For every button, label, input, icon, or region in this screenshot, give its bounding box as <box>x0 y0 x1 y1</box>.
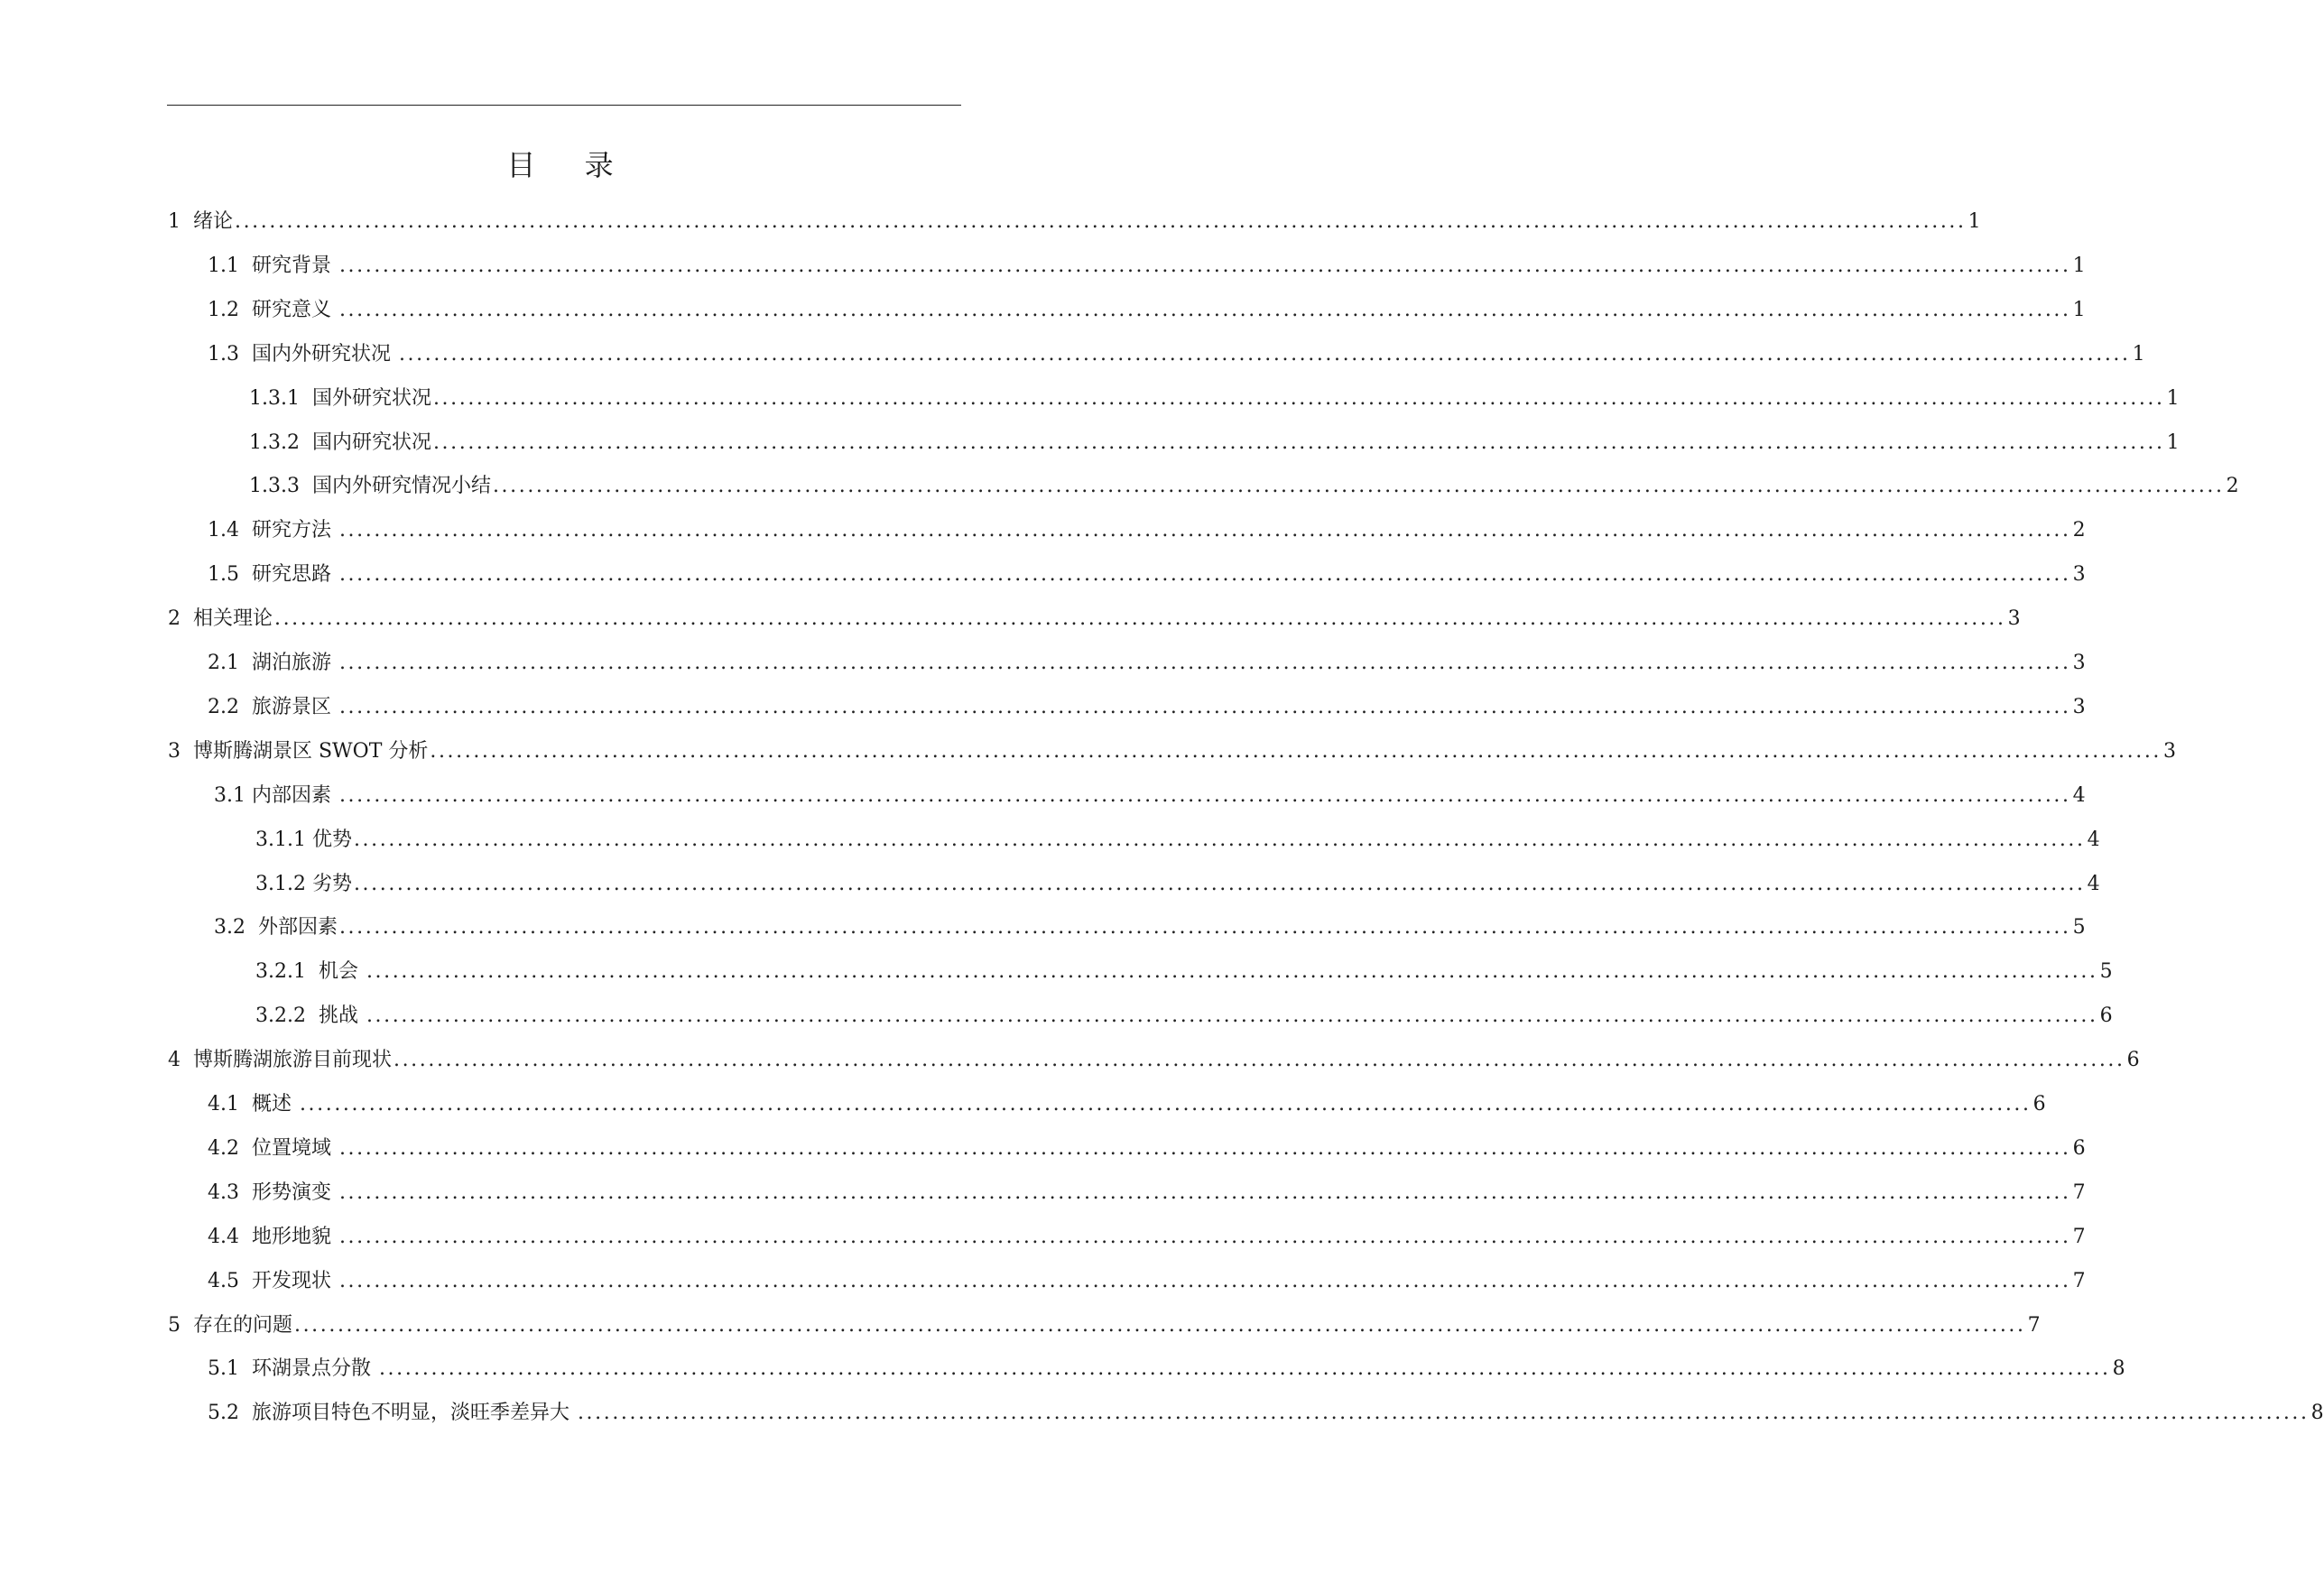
toc-entry-page: 7 <box>2072 1269 2086 1292</box>
toc-entry-title: 4.3 形势演变 <box>208 1180 338 1204</box>
toc-entry-page: 7 <box>2027 1313 2041 1337</box>
toc-entry[interactable] <box>208 1171 2086 1208</box>
toc-entry[interactable] <box>208 509 2086 545</box>
header-rule <box>167 105 961 106</box>
toc-dot-leader: ........................................................................................................................................................................................................ <box>398 342 2131 366</box>
toc-entry-title: 1 绪论 <box>168 210 233 233</box>
toc-entry-title: 5.1 环湖景点分散 <box>208 1357 377 1381</box>
toc-dot-leader: ........................................................................................................................................................................................................ <box>338 1136 2071 1160</box>
toc-entry[interactable] <box>208 774 2086 810</box>
toc-entry-title: 2.1 湖泊旅游 <box>208 652 338 674</box>
toc-entry-page: 7 <box>2072 1225 2086 1248</box>
toc-dot-leader: ........................................................................................................................................................................................................ <box>338 1225 2071 1248</box>
toc-dot-leader: ........................................................................................................................................................................................................ <box>393 1049 2125 1072</box>
toc-entry[interactable] <box>168 1039 2140 1075</box>
toc-dot-leader: ........................................................................................................................................................................................................ <box>338 652 2071 674</box>
toc-entry-page: 3 <box>2163 739 2177 763</box>
toc-entry-title: 1.5 研究思路 <box>208 563 338 587</box>
toc-dot-leader: ........................................................................................................................................................................................................ <box>338 783 2071 807</box>
toc-entry-page: 6 <box>2099 1004 2113 1028</box>
toc-entry[interactable] <box>208 1127 2086 1163</box>
toc-entry-title: 4 博斯腾湖旅游目前现状 <box>168 1049 392 1072</box>
toc-entry[interactable] <box>168 730 2177 766</box>
toc-entry-page: 6 <box>2126 1049 2140 1072</box>
toc-entry-title: 3.1 内部因素 <box>208 783 338 807</box>
toc-entry[interactable] <box>208 333 2145 369</box>
toc-dot-leader: ........................................................................................................................................................................................................ <box>577 1402 2310 1425</box>
toc-entry[interactable] <box>208 1216 2086 1252</box>
toc-dot-leader: ........................................................................................................................................................................................................ <box>430 739 2162 763</box>
toc-entry-page: 4 <box>2072 783 2086 807</box>
toc-entry-title: 1.1 研究背景 <box>208 254 338 277</box>
toc-entry-page: 8 <box>2310 1402 2324 1425</box>
toc-entry-page: 1 <box>2166 386 2180 410</box>
toc-entry-title: 4.2 位置境域 <box>208 1136 338 1160</box>
toc-dot-leader: ........................................................................................................................................................................................................ <box>366 1004 2098 1028</box>
toc-entry-title: 3.1.2 劣势 <box>249 872 352 895</box>
toc-entry-title: 2 相关理论 <box>168 607 273 631</box>
toc-entry-page: 2 <box>2226 475 2239 498</box>
toc-entry[interactable] <box>208 686 2086 722</box>
toc-entry-page: 4 <box>2087 828 2100 851</box>
toc-entry[interactable] <box>249 995 2113 1031</box>
toc-entry[interactable] <box>249 377 2180 413</box>
toc-entry[interactable] <box>168 597 2021 634</box>
toc-entry-title: 1.4 研究方法 <box>208 519 338 542</box>
toc-entry-page: 5 <box>2072 916 2086 940</box>
page-title: 目 录 <box>506 148 634 182</box>
toc-entry-page: 6 <box>2032 1093 2046 1116</box>
toc-entry[interactable] <box>249 421 2180 458</box>
toc-entry-title: 4.4 地形地貌 <box>208 1225 338 1248</box>
toc-dot-leader: ........................................................................................................................................................................................................ <box>492 475 2225 498</box>
toc-entry[interactable] <box>249 465 2239 501</box>
toc-entry-page: 1 <box>2072 298 2086 321</box>
toc-entry-page: 8 <box>2112 1357 2125 1381</box>
toc-dot-leader: ........................................................................................................................................................................................................ <box>338 695 2071 718</box>
toc-entry-page: 6 <box>2072 1136 2086 1160</box>
toc-entry-page: 1 <box>1968 210 1981 233</box>
toc-entry-title: 1.3.1 国外研究状况 <box>249 386 431 410</box>
toc-entry-page: 7 <box>2072 1180 2086 1204</box>
toc-entry[interactable] <box>168 200 1981 236</box>
toc-entry[interactable] <box>168 1304 2041 1340</box>
toc-dot-leader: ........................................................................................................................................................................................................ <box>353 872 2086 895</box>
toc-entry-title: 4.1 概述 <box>208 1093 298 1116</box>
toc-entry-title: 1.3 国内外研究状况 <box>208 342 397 366</box>
toc-dot-leader: ........................................................................................................................................................................................................ <box>338 1269 2071 1292</box>
toc-entry-title: 1.2 研究意义 <box>208 298 338 321</box>
toc-dot-leader: ........................................................................................................................................................................................................ <box>353 828 2086 851</box>
toc-entry-page: 5 <box>2099 960 2113 984</box>
toc-entry-title: 5.2 旅游项目特色不明显，淡旺季差异大 <box>208 1402 576 1425</box>
toc-entry[interactable] <box>208 553 2086 589</box>
toc-dot-leader: ........................................................................................................................................................................................................ <box>338 1180 2071 1204</box>
toc-dot-leader: ........................................................................................................................................................................................................ <box>338 563 2071 587</box>
toc-entry-title: 5 存在的问题 <box>168 1313 292 1337</box>
toc-dot-leader: ........................................................................................................................................................................................................ <box>378 1357 2111 1381</box>
toc-entry[interactable] <box>208 1347 2125 1384</box>
toc-entry[interactable] <box>208 906 2086 942</box>
toc-entry[interactable] <box>249 819 2100 855</box>
toc-entry-title: 3.2 外部因素 <box>208 916 338 940</box>
toc-dot-leader: ........................................................................................................................................................................................................ <box>338 298 2071 321</box>
toc-entry-page: 4 <box>2087 872 2100 895</box>
toc-entry-page: 1 <box>2132 342 2145 366</box>
toc-entry[interactable] <box>208 289 2086 325</box>
toc-entry-title: 4.5 开发现状 <box>208 1269 338 1292</box>
toc-entry-page: 3 <box>2072 652 2086 674</box>
toc-dot-leader: ........................................................................................................................................................................................................ <box>432 386 2165 410</box>
toc-dot-leader: ........................................................................................................................................................................................................ <box>338 519 2071 542</box>
toc-entry-page: 1 <box>2072 254 2086 277</box>
toc-entry-title: 3.1.1 优势 <box>249 828 352 851</box>
toc-entry-title: 2.2 旅游景区 <box>208 695 338 718</box>
toc-entry[interactable] <box>208 245 2086 281</box>
toc-entry-title: 3.2.2 挑战 <box>249 1004 365 1028</box>
toc-dot-leader: ........................................................................................................................................................................................................ <box>293 1313 2026 1337</box>
toc-entry-title: 3.2.1 机会 <box>249 960 365 984</box>
toc-entry[interactable] <box>208 1260 2086 1296</box>
toc-entry-title: 1.3.2 国内研究状况 <box>249 430 431 454</box>
toc-entry-page: 1 <box>2166 430 2180 454</box>
toc-entry[interactable] <box>249 863 2100 899</box>
toc-dot-leader: ........................................................................................................................................................................................................ <box>366 960 2098 984</box>
table-of-contents <box>0 200 2324 1554</box>
toc-dot-leader: ........................................................................................................................................................................................................ <box>338 916 2071 940</box>
toc-entry[interactable] <box>208 1083 2046 1119</box>
toc-entry-title: 3 博斯腾湖景区 SWOT 分析 <box>168 739 429 763</box>
toc-dot-leader: ........................................................................................................................................................................................................ <box>273 607 2006 631</box>
toc-entry-page: 3 <box>2007 607 2021 631</box>
toc-entry-title: 1.3.3 国内外研究情况小结 <box>249 475 491 498</box>
toc-entry-page: 2 <box>2072 519 2086 542</box>
toc-entry-page: 3 <box>2072 563 2086 587</box>
toc-dot-leader: ........................................................................................................................................................................................................ <box>299 1093 2032 1116</box>
toc-entry-page: 3 <box>2072 695 2086 718</box>
toc-dot-leader: ........................................................................................................................................................................................................ <box>338 254 2071 277</box>
toc-entry[interactable] <box>249 950 2113 986</box>
toc-dot-leader: ........................................................................................................................................................................................................ <box>432 430 2165 454</box>
toc-dot-leader: ........................................................................................................................................................................................................ <box>234 210 1967 233</box>
toc-entry[interactable] <box>208 642 2086 678</box>
toc-entry[interactable] <box>208 1392 2324 1428</box>
